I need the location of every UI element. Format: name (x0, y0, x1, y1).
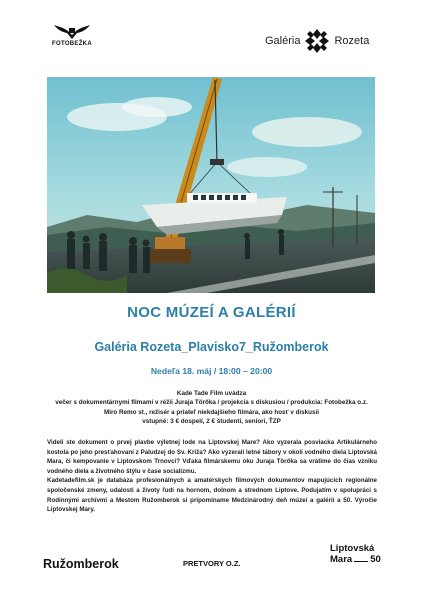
event-datetime: Nedeľa 18. máj / 18:00 – 20:00 (150, 366, 273, 376)
fotobezka-logo (50, 22, 94, 47)
crane-boat-photo (47, 77, 375, 293)
event-title: NOC MÚZEÍ A GALÉRIÍ (127, 304, 296, 321)
mara-50-text: 50 (370, 554, 381, 565)
liptovska-mara-50-logo (330, 543, 381, 565)
event-photo (47, 77, 375, 293)
description-paragraph: Videli ste dokument o prvej plavbe výletnej lode na Liptovskej Mare? Ako vyzerala posviacka Artikulárneho kostola po jeho presťahovaní z Paludzej do Sv. Kríža? Ako vyzerali letné tábory v okolí vodného diela Liptovská Mara, či kempovanie v Liptovskom Trnovci? Vďaka filmárskemu oku Juraja Törőka sa vrátime do čias vzniku vodného diela a životného štýlu v čase socializmu. (47, 439, 377, 475)
fotobezka-bird-icon (52, 22, 92, 40)
liptovska-text: Liptovská (330, 543, 375, 554)
event-info (40, 389, 383, 427)
ruzomberok-logo: Ružomberok (43, 557, 119, 571)
fotobezka-logo-text: FOTOBEŽKA (52, 41, 92, 47)
info-line: Miro Remo st., režisér a priateľ niekdajšieho filmára, ako hosť v diskusii (103, 408, 320, 416)
rozeta-icon (304, 28, 330, 54)
galeria-rozeta-logo (265, 28, 369, 54)
galeria-logo-right: Rozeta (334, 35, 370, 47)
mara-text: Mara (330, 554, 353, 565)
event-description (47, 438, 377, 515)
info-line: Kade Tade Film uvádza (176, 390, 247, 397)
info-line: vstupné: 3 € dospelí, 2 € študenti, seniori, ŤZP (142, 418, 281, 426)
description-paragraph: Kadetadefilm.sk je databáza profesionálnych a amatérskych filmových dokumentov mapujúcich regionálne spoločenské zmeny, udalosti a životy ľudí na hornom, dolnom a strednom Liptove. Podujatím v spolupráci s Rodinnými archívmi a Mestom Ružomberok si pripomíname Medzinárodný deň múzeí a galérií a 50. Výročie Liptovskej Mary. (47, 477, 377, 514)
info-line: večer s dokumentárnymi filmami v réžii Juraja Törőka / projekcia s diskusiou / produkcia: Fotobežka o.z. (55, 399, 368, 407)
pretvory-logo: PRETVORY O.Z. (183, 559, 241, 568)
event-venue: Galéria Rozeta_Plavisko7_Ružomberok (94, 340, 329, 354)
logo-underline (354, 561, 368, 562)
galeria-logo-left: Galéria (265, 35, 301, 47)
